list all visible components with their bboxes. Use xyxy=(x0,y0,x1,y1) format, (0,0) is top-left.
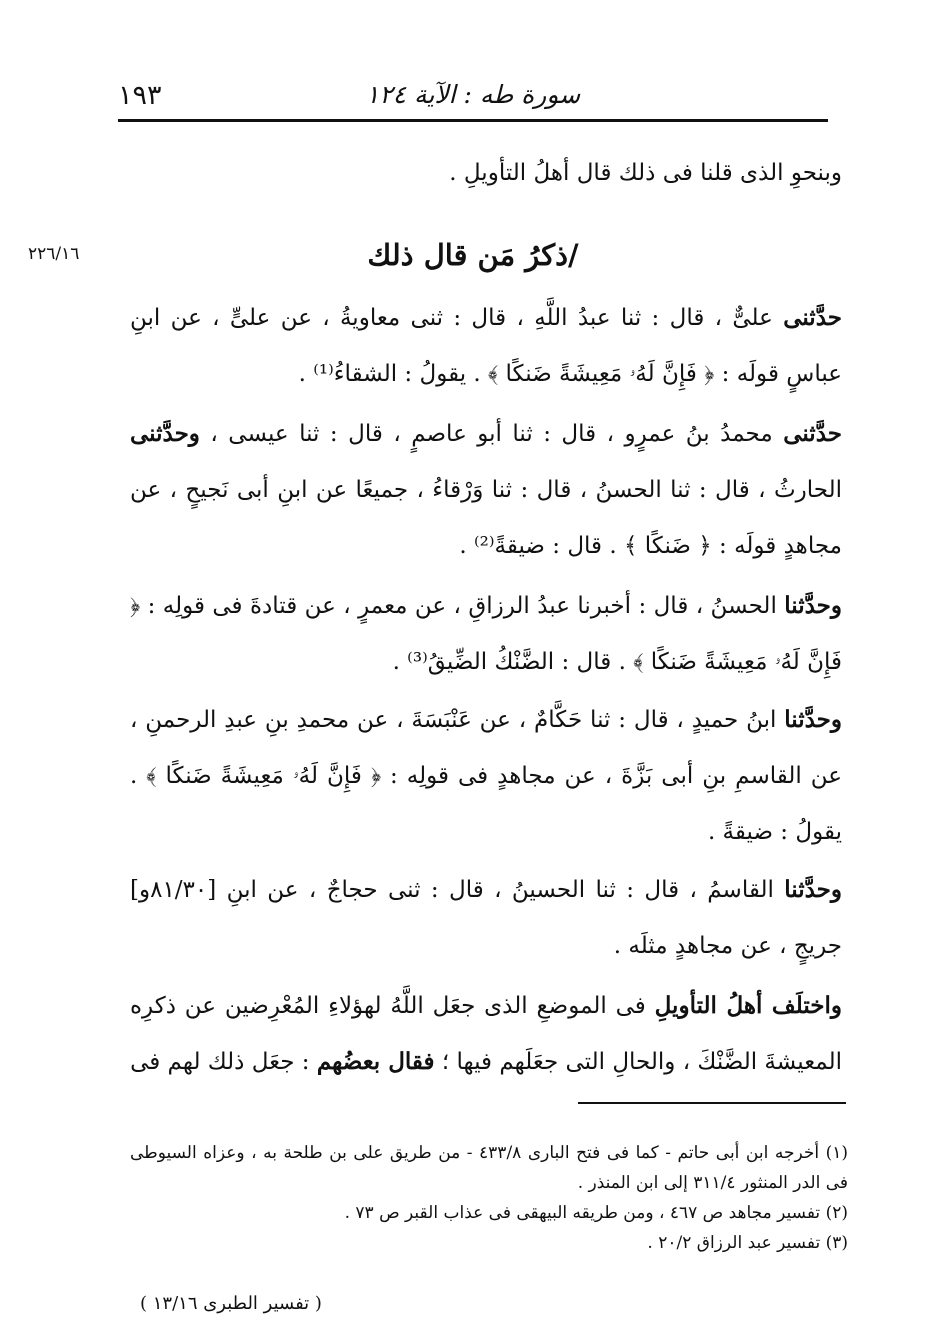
paragraph-5 xyxy=(130,862,842,974)
running-title: سورة طه : الآية ١٢٤ xyxy=(365,80,581,109)
paragraph-text: ابنُ حميدٍ ، قال : ثنا حَكَّامٌ ، عن عَنْبَسَةَ ، عن محمدِ بنِ عبدِ الرحمنِ ، عن القاسمِ بنِ أبى بَزَّةَ ، عن مجاهدٍ فى قولِه : ﴿ فَإِنَّ لَهُۥ مَعِيشَةً ضَنكًا ﴾ . يقولُ : ضيقةً . xyxy=(130,707,842,845)
paragraph-lead: وحدَّثنا xyxy=(784,592,842,619)
footnote-3: (٣) تفسير عبد الرزاق ٢٠/٢ . xyxy=(647,1233,848,1253)
paragraph-lead: واختلَف أهلُ التأويلِ xyxy=(654,992,842,1019)
paragraph-lead: وحدَّثنا xyxy=(784,706,842,733)
paragraph-lead-2: فقال بعضُهم xyxy=(316,1048,435,1075)
footnotes xyxy=(130,1138,848,1258)
intro-line-container xyxy=(130,160,842,188)
paragraph-text: القاسمُ ، قال : ثنا الحسينُ ، قال : ثنى حجاجٌ ، عن ابنِ [٨١/٣٠و] جريجٍ ، عن مجاهدٍ مثلَه . xyxy=(130,877,842,959)
paragraph-text: الحسنُ ، قال : أخبرنا عبدُ الرزاقِ ، عن معمرٍ ، عن قتادةَ فى قولِه : ﴿ فَإِنَّ لَهُۥ مَعِيشَةً ضَنكًا ﴾ . قال : الضَّنْكُ الضِّيقُ⁽³⁾ . xyxy=(130,593,842,675)
paragraph-4 xyxy=(130,692,842,860)
paragraph-text: فى الموضعِ الذى جعَل اللَّهُ لهؤلاءِ المُعْرِضين عن ذكرِه المعيشةَ الضَّنْكَ ، والحالِ التى جعَلَهم فيها ؛ xyxy=(130,993,842,1075)
paragraph-text: محمدُ بنُ عمرٍو ، قال : ثنا أبو عاصمٍ ، قال : ثنا عيسى ، xyxy=(199,421,784,447)
page-number: ١٩٣ xyxy=(118,80,162,111)
paragraph-lead: وحدَّثنا xyxy=(784,876,842,903)
bottom-reference: ( تفسير الطبرى ١٣/١٦ ) xyxy=(140,1293,322,1314)
paragraph-text-2: الحارثُ ، قال : ثنا الحسنُ ، قال : ثنا وَرْقاءُ ، جميعًا عن ابنِ أبى نَجيحٍ ، عن مجاهدٍ قولَه : ﴿ ضَنكًا ﴾ . قال : ضيقةً⁽²⁾ . xyxy=(130,477,842,559)
paragraph-1 xyxy=(130,290,842,402)
paragraph-2 xyxy=(130,406,842,574)
footnote-2: (٢) تفسير مجاهد ص ٤٦٧ ، ومن طريقه البيهقى فى عذاب القبر ص ٧٣ . xyxy=(344,1203,848,1223)
section-heading: /ذكرُ مَن قال ذلك xyxy=(367,238,579,272)
paragraph-lead: حدَّثنى xyxy=(783,420,842,447)
page-header xyxy=(118,74,828,118)
paragraph-text-2: : جعَل ذلك لهم فى xyxy=(130,1049,317,1075)
footnote-rule xyxy=(578,1102,846,1104)
header-rule xyxy=(118,119,828,122)
intro-line: وبنحوِ الذى قلنا فى ذلك قال أهلُ التأويلِ . xyxy=(449,160,842,186)
paragraph-text: علىٌّ ، قال : ثنا عبدُ اللَّهِ ، قال : ثنى معاويةُ ، عن علىٍّ ، عن ابنِ عباسٍ قولَه : ﴿ فَإِنَّ لَهُۥ مَعِيشَةً ضَنكًا ﴾ . يقولُ : الشقاءُ⁽¹⁾ . xyxy=(130,305,842,387)
footnote-1: (١) أخرجه ابن أبى حاتم - كما فى فتح البارى ٤٣٣/٨ - من طريق على بن طلحة به ، وعزاه السيوطى فى الدر المنثور ٣١١/٤ إلى ابن المنذر . xyxy=(130,1143,848,1193)
paragraph-lead: حدَّثنى xyxy=(783,304,842,331)
margin-note: ٢٢٦/١٦ xyxy=(28,244,80,264)
paragraph-lead-2: وحدَّثنى xyxy=(130,420,200,447)
paragraph-3 xyxy=(130,578,842,690)
paragraph-6 xyxy=(130,978,842,1090)
